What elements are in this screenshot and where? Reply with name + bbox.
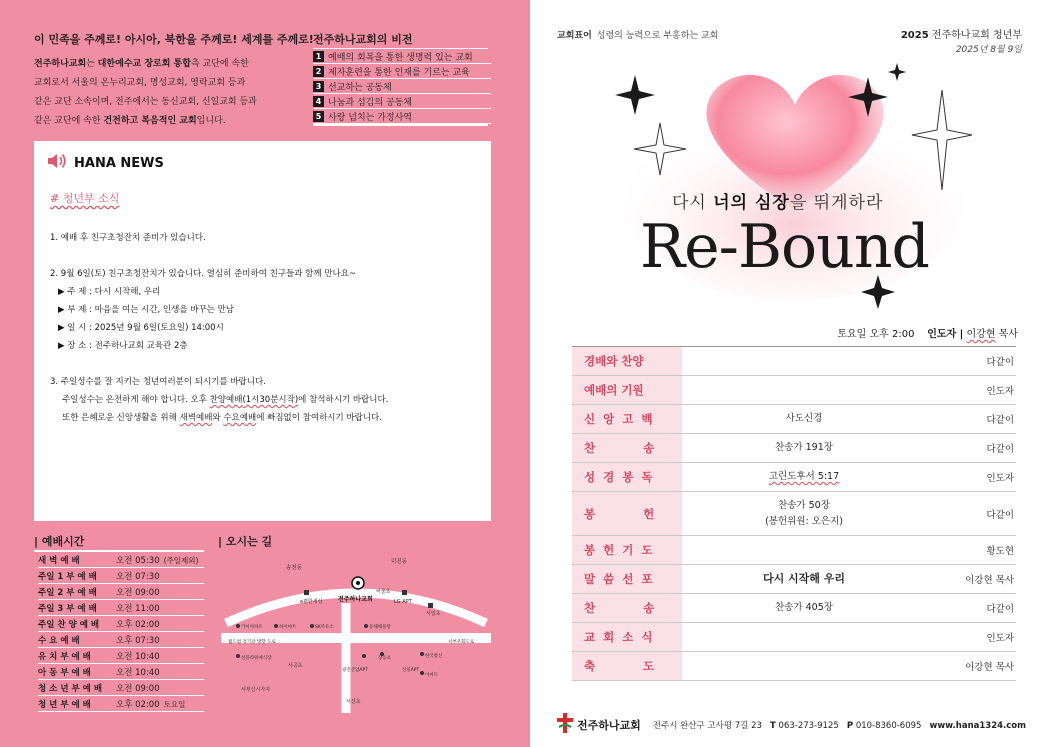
- footer-address: 전주시 완산구 고사평 7길 23: [652, 721, 762, 731]
- map-label: 신일APT: [402, 668, 420, 673]
- service-info: [837, 325, 1018, 340]
- worship-time: 오전 10:40: [116, 652, 160, 662]
- order-item-person: 다같이: [986, 444, 1014, 455]
- worship-name: 청 년 부 예 배: [38, 700, 91, 710]
- tel-label: T: [770, 721, 776, 731]
- order-item-person: 다같이: [986, 509, 1014, 521]
- order-item-name: 봉 헌 기 도: [572, 536, 682, 564]
- order-item-person: 황도현: [986, 546, 1014, 557]
- news-item-2: 2. 9월 6일(토) 친구초청잔치가 있습니다. 열심히 준비하여 친구들과 함께 만나요~: [50, 269, 357, 279]
- worship-time-row: [38, 665, 204, 680]
- tagline-text: 을 뛰게하라: [789, 193, 884, 213]
- order-content-line: 사도신경: [785, 413, 823, 424]
- bulletin-header: [901, 26, 1022, 41]
- footer-contact: [653, 719, 1026, 731]
- news-header: [46, 151, 164, 175]
- news-subtitle: # 청년부 소식: [50, 192, 120, 205]
- vision-number: 3: [313, 81, 324, 92]
- worship-time-row: [38, 649, 204, 664]
- news-detail: [58, 339, 188, 351]
- map-label: e편한세상: [300, 599, 323, 605]
- order-item-person: 인도자: [986, 386, 1014, 397]
- vision-number: 5: [313, 111, 324, 122]
- news-item-1: 1. 예배 후 친구초청잔치 준비가 있습니다.: [50, 233, 206, 243]
- intro-line-1: [34, 55, 296, 74]
- intro-denomination: 대한예수교 장로회 통합: [97, 59, 191, 69]
- order-item-person: 인도자: [986, 473, 1014, 484]
- map-label: 선플라워예식장: [241, 656, 272, 661]
- vision-item: [313, 79, 491, 94]
- detail-label: 주 제: [67, 287, 87, 297]
- worship-time: 오후 07:30: [116, 636, 160, 646]
- place-dot-icon: [274, 624, 278, 628]
- bullet-icon: ▶: [58, 287, 65, 297]
- worship-order-row: [572, 536, 1016, 565]
- worship-note: (주일제외): [163, 555, 199, 565]
- worship-note: 토요일: [163, 699, 186, 709]
- map-label: 월드컵 경기장 방향 도로: [228, 640, 276, 645]
- worship-time-row: [38, 697, 204, 712]
- leader-label: 인도자 |: [927, 329, 964, 340]
- intro-line-3: 같은 교단 소속이며, 전주에서는 동신교회, 신일교회 등과: [34, 97, 257, 107]
- order-item-name: 예배의 기원: [572, 376, 682, 404]
- worship-order-row: [572, 565, 1016, 594]
- map-label: 서곡초: [288, 663, 303, 669]
- theme-tagline: [672, 188, 883, 213]
- news-text-underlined: 새벽예배: [179, 413, 213, 423]
- order-item-name: 말 씀 선 포: [572, 565, 682, 593]
- worship-name: 청 소 년 부 예 배: [38, 684, 103, 694]
- news-detail: [58, 303, 234, 315]
- worship-order-row: [572, 623, 1016, 652]
- worship-time: 오전 11:00: [116, 604, 160, 614]
- sparkle-icon: [888, 63, 906, 81]
- order-content-line: 다시 시작해 우리: [762, 572, 846, 585]
- order-item-name: 봉 헌: [572, 492, 682, 535]
- map-label: 장동초: [378, 656, 392, 661]
- news-title: HANA NEWS: [74, 155, 164, 171]
- news-box: [34, 141, 491, 521]
- worship-order-row: [572, 652, 1016, 681]
- worship-name: 유 치 부 예 배: [38, 652, 91, 662]
- map-label: 서신초: [346, 699, 361, 705]
- intro-text: 측 교단에 속한: [190, 59, 249, 69]
- worship-time-row: [38, 585, 204, 600]
- church-slogan: 이 민족을 주께로! 아시아, 북한을 주께로! 세계를 주께로!: [34, 33, 314, 46]
- vision-text: 예배의 회복을 통한 생명력 있는 교회: [328, 52, 473, 63]
- bulletin-year: 2025: [900, 30, 929, 41]
- news-detail: [58, 321, 224, 333]
- phone-label: P: [846, 721, 854, 731]
- worship-order-table: [572, 346, 1016, 681]
- vision-text: 나눔과 섬김의 공동체: [328, 97, 412, 108]
- map-label: 이마트: [425, 673, 439, 678]
- map-label: 송천동: [286, 565, 302, 571]
- directions-map: [216, 553, 496, 723]
- vision-text: 제자훈련을 통한 인재를 기르는 교육: [328, 67, 470, 78]
- map-label: 가이아파트: [241, 625, 263, 630]
- news-text: 또한 은혜로운 신앙생활을 위해: [62, 413, 180, 423]
- worship-order-row: [572, 463, 1016, 492]
- church-logo-icon: [557, 713, 573, 737]
- sparkle-icon: [615, 75, 655, 115]
- place-dot-icon: [236, 654, 240, 658]
- worship-order-row: [572, 492, 1016, 536]
- motto-text: 성령의 능력으로 부흥하는 교회: [596, 31, 719, 41]
- bulletin-date: 2025년 8월 9일: [955, 45, 1022, 55]
- map-label-church: 전주하나교회: [338, 596, 373, 603]
- tagline-emphasis: 너의 심장: [713, 193, 790, 213]
- detail-label: 일 시: [67, 323, 87, 333]
- bullet-icon: ▶: [58, 341, 65, 351]
- order-item-name: 축 도: [572, 652, 682, 680]
- order-content-line: 찬송가 191장: [775, 442, 833, 453]
- worship-order-row: [572, 347, 1016, 376]
- vision-text: 사랑 넘치는 가정사역: [328, 112, 412, 123]
- church-motto: [557, 28, 718, 41]
- building-icon: [402, 590, 407, 595]
- order-item-content: [682, 411, 926, 427]
- map-label: 서부신시가지: [241, 687, 270, 693]
- worship-time-row: [38, 601, 204, 616]
- order-content-line: 고린도후서 5:17: [768, 471, 840, 482]
- map-label: 서일초: [426, 611, 441, 617]
- map-label: 덕진동: [391, 559, 407, 565]
- worship-time-row: [38, 633, 204, 648]
- news-text: 와: [212, 413, 224, 423]
- leader-name: 이강현: [966, 329, 996, 340]
- vision-number: 2: [313, 66, 324, 77]
- order-item-person: 다같이: [986, 415, 1014, 426]
- order-item-person: 이강현 목사: [965, 575, 1014, 586]
- footer-website[interactable]: www.hana1324.com: [929, 721, 1026, 731]
- intro-text: 같은 교단에 속한: [34, 116, 104, 126]
- order-item-content: [682, 600, 926, 616]
- vision-item: [313, 109, 491, 124]
- worship-name: 주일 3 부 예 배: [38, 604, 97, 614]
- order-item-name: 신 앙 고 백: [572, 405, 682, 433]
- speaker-icon: [46, 151, 68, 175]
- news-item-3-line: [62, 411, 382, 423]
- news-detail: [58, 285, 160, 297]
- order-content-line: 찬송가 50장: [778, 499, 830, 511]
- map-label: LG APT: [394, 599, 412, 605]
- order-content-line: (봉헌위원: 오은지): [765, 515, 843, 527]
- vision-text: 선교하는 공동체: [328, 82, 392, 93]
- footer-tel: 063-273-9125: [778, 721, 839, 731]
- order-item-content: [682, 571, 926, 587]
- news-text-underlined: (1시30분시작): [242, 395, 299, 405]
- vision-bottom-line: [313, 124, 488, 126]
- map-label: 한국통신: [425, 654, 443, 659]
- order-item-content: [682, 498, 926, 530]
- order-item-name: 성 경 봉 독: [572, 463, 682, 491]
- intro-text: 는: [86, 59, 98, 69]
- vision-number: 4: [313, 96, 324, 107]
- service-time: 토요일 오후 2:00: [837, 329, 915, 340]
- worship-time: 오후 02:00: [116, 620, 160, 630]
- church-marker-dot: [356, 581, 360, 585]
- worship-order-row: [572, 376, 1016, 405]
- order-item-name: 찬 송: [572, 594, 682, 622]
- detail-value: : 2025년 9월 6일(토요일) 14:00시: [86, 323, 224, 333]
- worship-name: 아 동 부 예 배: [38, 668, 91, 678]
- order-item-person: 인도자: [986, 633, 1014, 644]
- church-intro: [34, 55, 296, 131]
- motto-label: 교회표어: [557, 31, 592, 41]
- worship-time-row: [38, 569, 204, 584]
- worship-time-row: [38, 681, 204, 696]
- intro-emphasis: 건전하고 복음적인 교회: [103, 116, 197, 126]
- vision-item: [313, 94, 491, 109]
- tagline-text: 다시: [672, 193, 714, 213]
- worship-name: 수 요 예 배: [38, 636, 80, 646]
- detail-value: : 마음을 여는 시간, 인생을 바꾸는 만남: [86, 305, 235, 315]
- news-text-underlined: 찬양예배: [209, 395, 243, 405]
- worship-name: 주일 1 부 예 배: [38, 572, 97, 582]
- place-dot-icon: [420, 652, 424, 656]
- worship-times-title: | 예배시간: [34, 535, 85, 548]
- bullet-icon: ▶: [58, 305, 65, 315]
- place-dot-icon: [310, 624, 314, 628]
- map-label: SK주유소: [315, 625, 334, 630]
- vision-number: 1: [313, 51, 324, 62]
- order-item-content: [682, 440, 926, 456]
- news-text: 에 참석하시기 바랍니다.: [298, 395, 389, 405]
- vision-title: 전주하나교회의 비전: [313, 33, 413, 46]
- bullet-icon: ▶: [58, 323, 65, 333]
- footer-church-name: 전주하나교회: [577, 719, 641, 732]
- news-item-3: 3. 주일성수를 잘 지키는 청년여러분이 되시기를 바랍니다.: [50, 377, 266, 387]
- vision-item: [313, 49, 491, 64]
- place-dot-icon: [236, 624, 240, 628]
- place-dot-icon: [420, 671, 424, 675]
- leader-title: 목사: [995, 329, 1018, 340]
- footer-phone: 010-8360-6095: [855, 721, 922, 731]
- building-icon: [304, 590, 309, 595]
- worship-time: 오전 07:30: [116, 572, 160, 582]
- worship-order-row: [572, 405, 1016, 434]
- intro-line-2: 교회로서 서울의 온누리교회, 명성교회, 영락교회 등과: [34, 78, 246, 88]
- news-text-underlined: 수요예배: [223, 413, 257, 423]
- worship-name: 주일 2 부 예 배: [38, 588, 97, 598]
- order-item-person: 다같이: [986, 604, 1014, 615]
- map-label: 동해해물탕: [369, 625, 391, 630]
- building-icon: [428, 603, 433, 608]
- intro-text: 입니다.: [196, 116, 226, 126]
- vision-item: [313, 64, 491, 79]
- worship-time-row: [38, 617, 204, 632]
- intro-line-4: [34, 112, 296, 131]
- news-item-3-line: [62, 393, 388, 405]
- worship-time: 오후 02:00: [116, 700, 160, 710]
- church-department: 전주하나교회 청년부: [931, 30, 1022, 41]
- detail-value: : 전주하나교회 교육관 2층: [86, 341, 188, 351]
- detail-label: 부 제: [67, 305, 87, 315]
- news-text: 주일성수는 온전하게 해야 합니다. 오후: [62, 395, 210, 405]
- worship-time-row: [38, 553, 204, 568]
- worship-name: 주일 찬 양 예 배: [38, 620, 100, 630]
- detail-value: : 다시 시작해, 우리: [86, 287, 161, 297]
- intro-church-name: 전주하나교회: [34, 59, 87, 69]
- place-dot-icon: [364, 624, 368, 628]
- worship-order-row: [572, 434, 1016, 463]
- worship-name: 새 벽 예 배: [38, 556, 80, 566]
- worship-order-row: [572, 594, 1016, 623]
- footer: [557, 713, 1026, 737]
- place-dot-icon: [362, 654, 366, 658]
- news-text: 에 빠짐없이 참여하시기 바랍니다.: [256, 413, 382, 423]
- order-content-line: 찬송가 405장: [775, 602, 833, 613]
- order-item-name: 경배와 찬양: [572, 347, 682, 375]
- directions-title: | 오시는 길: [218, 535, 273, 548]
- worship-time: 오전 05:30: [116, 556, 160, 566]
- worship-time: 오전 10:40: [116, 668, 160, 678]
- map-label: 하이마트: [279, 625, 297, 630]
- order-item-content: [682, 469, 926, 485]
- order-item-person: 이강현 목사: [965, 662, 1014, 673]
- order-item-name: 찬 송: [572, 434, 682, 462]
- worship-time: 오전 09:00: [116, 684, 160, 694]
- map-label: 서부우회도로: [448, 640, 475, 645]
- order-item-name: 교 회 소 식: [572, 623, 682, 651]
- worship-time: 오전 09:00: [116, 588, 160, 598]
- map-label: 어울초: [376, 589, 391, 595]
- theme-title: Re-Bound: [640, 212, 929, 282]
- map-label: 광진산업APT: [342, 668, 368, 673]
- worship-times-divider: [34, 550, 204, 552]
- order-item-person: 다같이: [986, 357, 1014, 368]
- detail-label: 장 소: [67, 341, 87, 351]
